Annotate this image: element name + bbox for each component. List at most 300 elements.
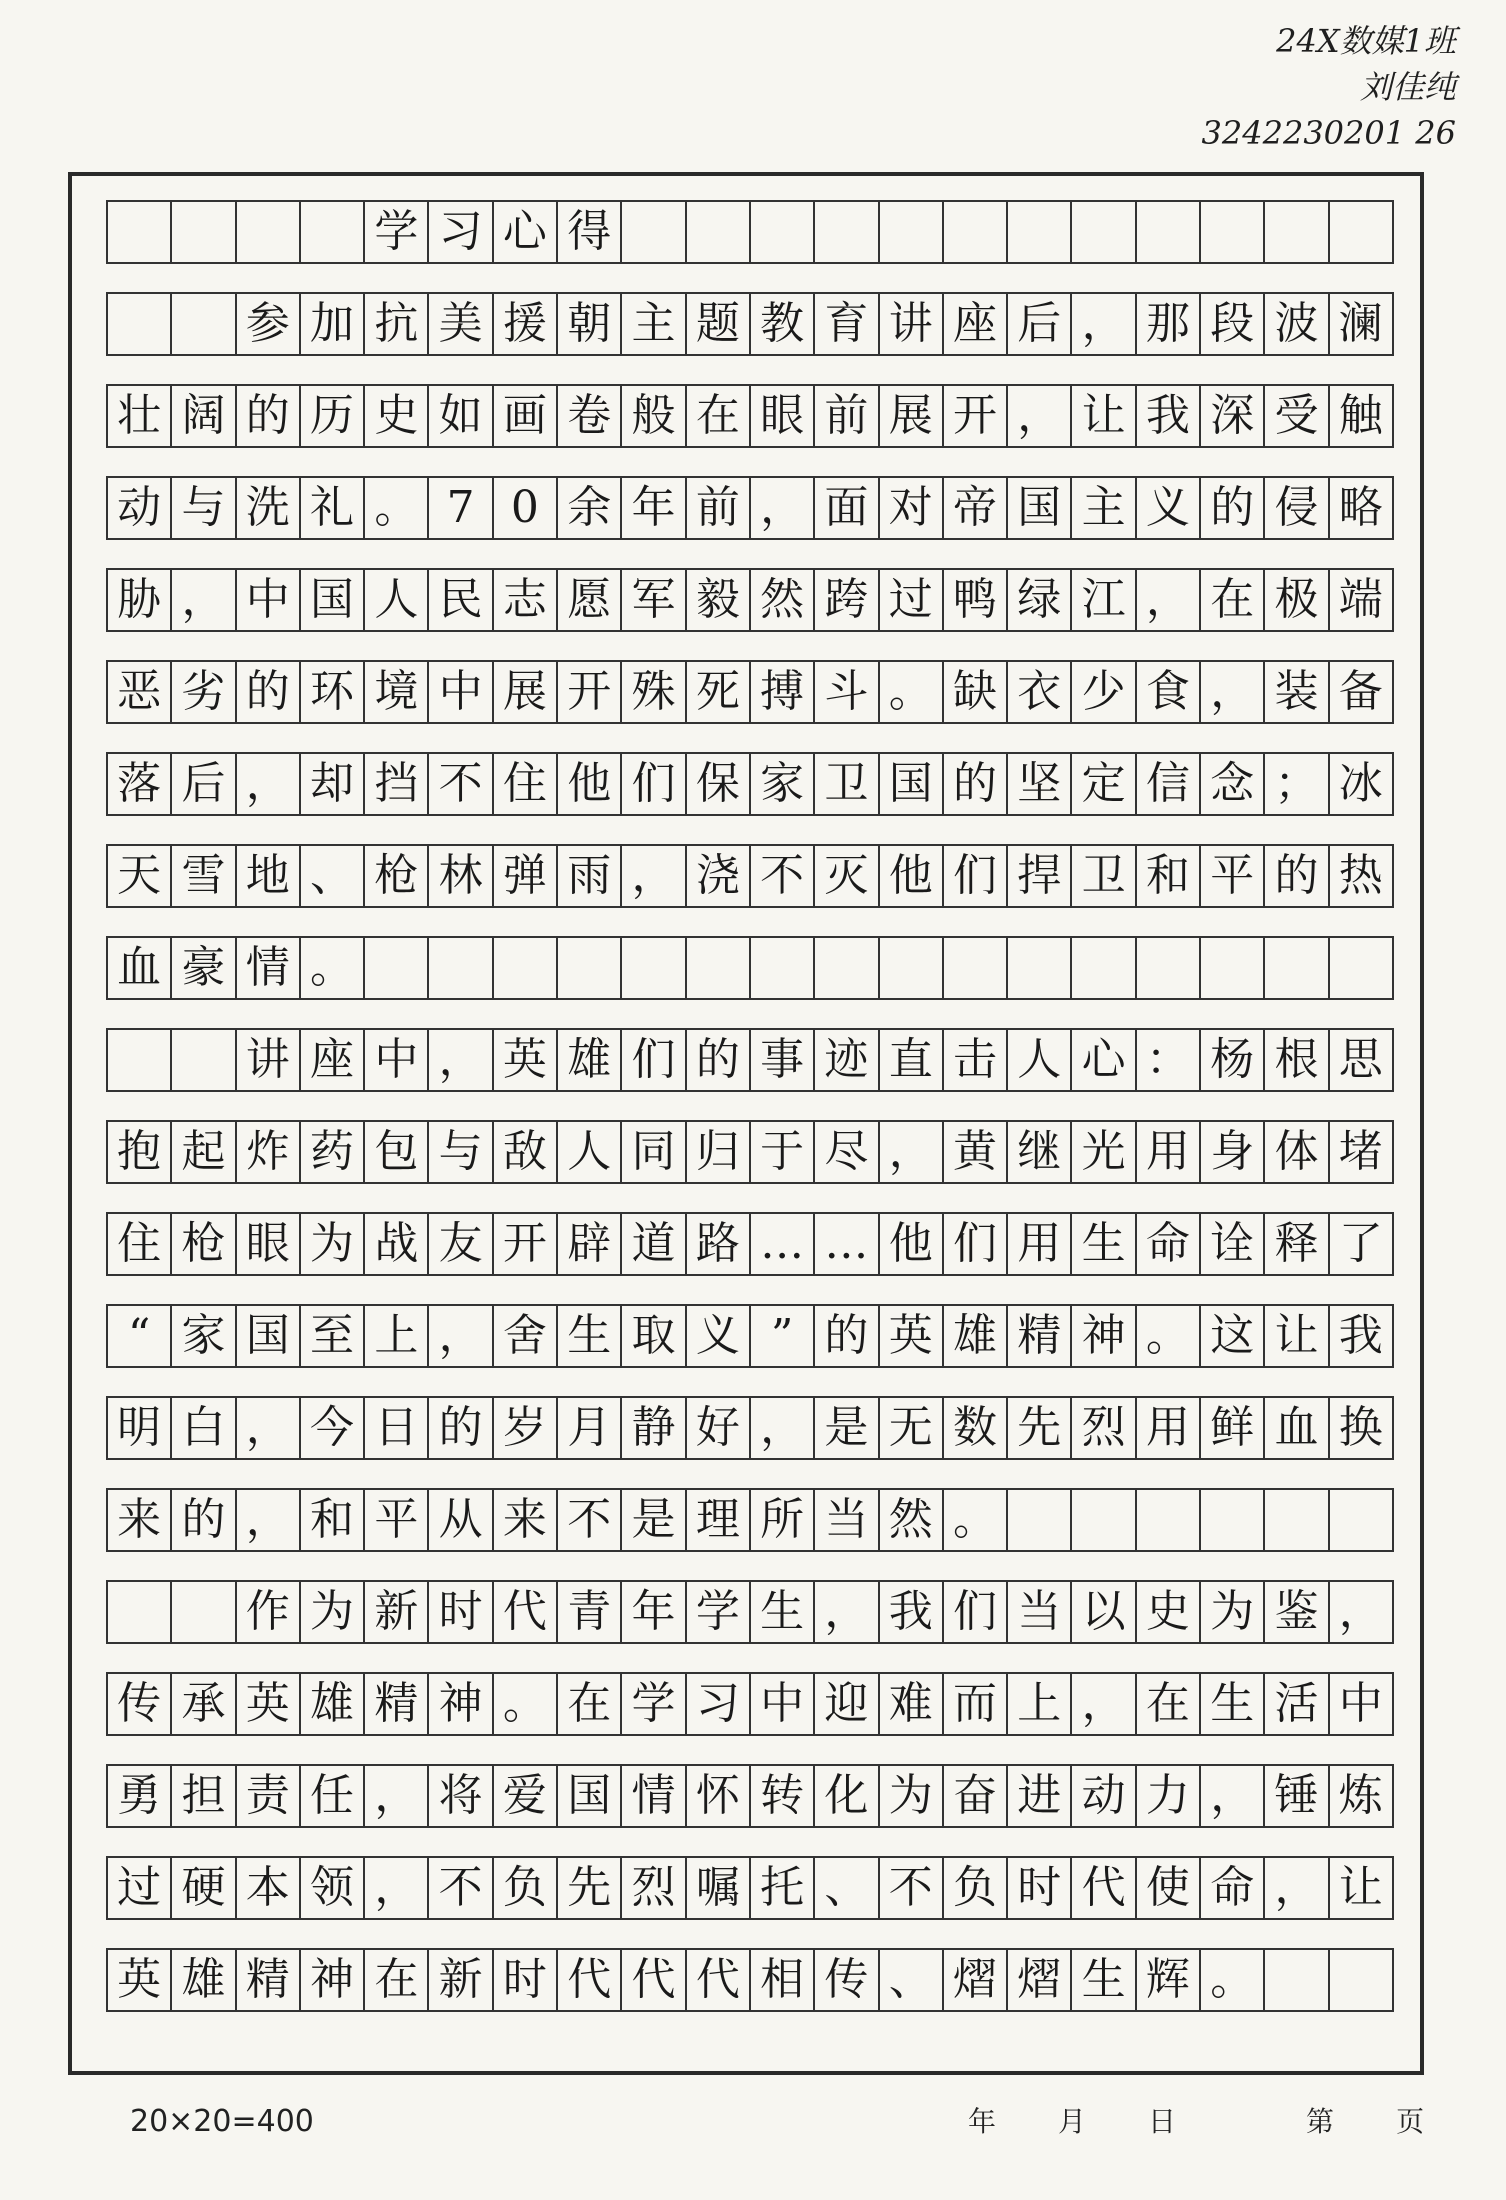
grid-cell: 然 [751, 570, 815, 630]
grid-cell: 国 [1008, 478, 1072, 538]
grid-cell: 。 [944, 1490, 1008, 1550]
grid-cell: 主 [1072, 478, 1136, 538]
grid-cell: 先 [558, 1858, 622, 1918]
grid-row [106, 1580, 1394, 1644]
grid-cell: 。 [365, 478, 429, 538]
grid-cell: 们 [622, 754, 686, 814]
grid-cell: 境 [365, 662, 429, 722]
grid-cell: 援 [494, 294, 558, 354]
grid-cell: 动 [108, 478, 172, 538]
grid-cell: 们 [622, 1030, 686, 1090]
grid-cell [1265, 938, 1329, 998]
grid-cell: 来 [108, 1490, 172, 1550]
grid-cell: 是 [622, 1490, 686, 1550]
grid-cell: 爱 [494, 1766, 558, 1826]
grid-cell: 座 [301, 1030, 365, 1090]
grid-cell: 进 [1008, 1766, 1072, 1826]
grid-row [106, 292, 1394, 356]
grid-cell: 这 [1201, 1306, 1265, 1366]
grid-cell: 斗 [815, 662, 879, 722]
grid-cell [108, 202, 172, 262]
grid-cell [1265, 202, 1329, 262]
grid-row [106, 1488, 1394, 1552]
grid-cell: 领 [301, 1858, 365, 1918]
grid-cell: 负 [494, 1858, 558, 1918]
grid-cell: 波 [1265, 294, 1329, 354]
grid-cell: 衣 [1008, 662, 1072, 722]
grid-cell [687, 202, 751, 262]
student-info [1156, 18, 1456, 156]
grid-cell: 无 [880, 1398, 944, 1458]
student-id: 3242230201 26 [1201, 114, 1456, 152]
grid-cell: 月 [558, 1398, 622, 1458]
grid-row [106, 844, 1394, 908]
grid-cell: 归 [687, 1122, 751, 1182]
footer-page: 页 [1396, 2105, 1425, 2138]
grid-cell: 毅 [687, 570, 751, 630]
grid-cell: 国 [880, 754, 944, 814]
grid-cell: 平 [1201, 846, 1265, 906]
grid-cell: 是 [815, 1398, 879, 1458]
grid-cell: 义 [1137, 478, 1201, 538]
grid-cell [1137, 938, 1201, 998]
grid-cell: ， [1338, 1586, 1383, 1637]
grid-cell: 与 [429, 1122, 493, 1182]
grid-cell: 辟 [558, 1214, 622, 1274]
grid-cell: 主 [622, 294, 686, 354]
grid-cell: 使 [1137, 1858, 1201, 1918]
grid-cell: 雄 [172, 1950, 236, 2010]
grid-cell: 不 [880, 1858, 944, 1918]
grid-cell: 先 [1008, 1398, 1072, 1458]
grid-cell: 上 [365, 1306, 429, 1366]
grid-row [106, 1856, 1394, 1920]
grid-cell: 那 [1137, 294, 1201, 354]
grid-cell: 时 [429, 1582, 493, 1642]
grid-cell: 历 [301, 386, 365, 446]
grid-cell: 讲 [237, 1030, 301, 1090]
grid-cell: 题 [687, 294, 751, 354]
grid-cell: 端 [1338, 574, 1383, 625]
grid-cell: 敌 [494, 1122, 558, 1182]
grid-cell: 年 [622, 478, 686, 538]
grid-cell [1265, 1950, 1329, 2010]
grid-cell: ， [1008, 386, 1072, 446]
grid-cell: 包 [365, 1122, 429, 1182]
grid-cell: 我 [880, 1582, 944, 1642]
grid-cell [1072, 202, 1136, 262]
grid-cell: 、 [301, 846, 365, 906]
grid-cell: 上 [1008, 1674, 1072, 1734]
grid-cell: 人 [1008, 1030, 1072, 1090]
grid-cell: 代 [558, 1950, 622, 2010]
grid-cell: 不 [558, 1490, 622, 1550]
grid-cell: 。 [1201, 1950, 1265, 2010]
grid-cell: 卫 [815, 754, 879, 814]
grid-cell [1137, 202, 1201, 262]
grid-cell: 后 [1008, 294, 1072, 354]
grid-cell: 侵 [1265, 478, 1329, 538]
grid-cell: 体 [1265, 1122, 1329, 1182]
grid-cell: 将 [429, 1766, 493, 1826]
grid-cell: 迎 [815, 1674, 879, 1734]
grid-cell: 卷 [558, 386, 622, 446]
grid-cell: ， [237, 1490, 301, 1550]
grid-cell [1265, 1490, 1329, 1550]
grid-cell: 抗 [365, 294, 429, 354]
grid-cell: 静 [622, 1398, 686, 1458]
grid-cell: 年 [622, 1582, 686, 1642]
grid-cell: 雨 [558, 846, 622, 906]
grid-cell [880, 938, 944, 998]
grid-cell [1008, 938, 1072, 998]
grid-cell: 灭 [815, 846, 879, 906]
grid-cell: 学 [365, 202, 429, 262]
grid-cell: 杨 [1201, 1030, 1265, 1090]
grid-cell: 烈 [622, 1858, 686, 1918]
grid-cell: 热 [1338, 850, 1383, 901]
grid-cell: 讲 [880, 294, 944, 354]
grid-cell: 天 [108, 846, 172, 906]
grid-cell: 神 [429, 1674, 493, 1734]
grid-cell [301, 202, 365, 262]
grid-cell: 展 [494, 662, 558, 722]
grid-cell: 转 [751, 1766, 815, 1826]
grid-cell: 负 [944, 1858, 1008, 1918]
grid-cell: 少 [1072, 662, 1136, 722]
grid-cell: 道 [622, 1214, 686, 1274]
grid-cell: 生 [558, 1306, 622, 1366]
grid-cell: 精 [365, 1674, 429, 1734]
grid-cell: 住 [108, 1214, 172, 1274]
grid-row [106, 568, 1394, 632]
grid-cell: 为 [880, 1766, 944, 1826]
grid-cell: 平 [365, 1490, 429, 1550]
grid-cell: 至 [301, 1306, 365, 1366]
grid-cell: 志 [494, 570, 558, 630]
grid-cell: ， [880, 1122, 944, 1182]
grid-cell: 怀 [687, 1766, 751, 1826]
grid-cell: 光 [1072, 1122, 1136, 1182]
class-label: 24X数媒1班 [1276, 22, 1456, 60]
grid-row [106, 1028, 1394, 1092]
grid-cell: 在 [558, 1674, 622, 1734]
grid-cell: 参 [237, 294, 301, 354]
grid-cell: 释 [1265, 1214, 1329, 1274]
grid-cell: 换 [1338, 1402, 1383, 1453]
grid-cell: 活 [1265, 1674, 1329, 1734]
grid-cell: 在 [1137, 1674, 1201, 1734]
grid-cell: 余 [558, 478, 622, 538]
grid-cell: 精 [1008, 1306, 1072, 1366]
grid-cell: 数 [944, 1398, 1008, 1458]
grid-cell: 地 [237, 846, 301, 906]
grid-cell: 思 [1338, 1034, 1383, 1085]
grid-cell [944, 938, 1008, 998]
grid-cell [815, 938, 879, 998]
grid-cell: 嘱 [687, 1858, 751, 1918]
grid-cell [1330, 938, 1392, 998]
grid-cell [751, 202, 815, 262]
grid-cell [1008, 1490, 1072, 1550]
grid-cell: 战 [365, 1214, 429, 1274]
grid-cell: ， [815, 1582, 879, 1642]
grid-cell: 而 [944, 1674, 1008, 1734]
grid-row [106, 752, 1394, 816]
grid-cell: 当 [815, 1490, 879, 1550]
grid-cell: 熠 [944, 1950, 1008, 2010]
footer-day: 日 [1148, 2105, 1177, 2138]
grid-cell: 药 [301, 1122, 365, 1182]
grid-cell: 从 [429, 1490, 493, 1550]
grid-cell [622, 938, 686, 998]
grid-cell: 神 [301, 1950, 365, 2010]
grid-row [106, 660, 1394, 724]
grid-row [106, 1948, 1394, 2012]
date-page-footer [968, 2100, 1424, 2140]
manuscript-sheet [68, 172, 1424, 2075]
grid-row [106, 384, 1394, 448]
grid-cell: 今 [301, 1398, 365, 1458]
grid-cell: ， [237, 1398, 301, 1458]
grid-cell: 让 [1338, 1862, 1383, 1913]
grid-cell: 用 [1137, 1398, 1201, 1458]
grid-cell: 跨 [815, 570, 879, 630]
grid-capacity: 20×20=400 [130, 2104, 314, 2139]
grid-cell: 中 [1338, 1678, 1383, 1729]
grid-cell: ， [751, 1398, 815, 1458]
grid-cell: 抱 [108, 1122, 172, 1182]
grid-cell: 们 [944, 1214, 1008, 1274]
grid-cell [815, 202, 879, 262]
grid-cell: 落 [108, 754, 172, 814]
grid-cell: 辉 [1137, 1950, 1201, 2010]
grid-cell: 托 [751, 1858, 815, 1918]
grid-cell: 面 [815, 478, 879, 538]
grid-cell: 代 [687, 1950, 751, 2010]
grid-cell: ， [365, 1766, 429, 1826]
grid-cell: 雄 [301, 1674, 365, 1734]
grid-cell: 胁 [108, 570, 172, 630]
grid-cell: 力 [1137, 1766, 1201, 1826]
grid-cell: 命 [1137, 1214, 1201, 1274]
grid-cell: 念 [1201, 754, 1265, 814]
grid-cell: 事 [751, 1030, 815, 1090]
grid-cell: 开 [494, 1214, 558, 1274]
grid-cell: 生 [1201, 1674, 1265, 1734]
grid-cell: 烈 [1072, 1398, 1136, 1458]
grid-cell: 来 [494, 1490, 558, 1550]
grid-cell: 英 [237, 1674, 301, 1734]
grid-cell: 生 [1072, 1214, 1136, 1274]
grid-cell: ， [751, 478, 815, 538]
grid-cell: 受 [1265, 386, 1329, 446]
grid-cell: ， [1265, 1858, 1329, 1918]
footer-month: 月 [1058, 2105, 1087, 2138]
grid-cell: 人 [365, 570, 429, 630]
grid-cell: 前 [815, 386, 879, 446]
grid-cell: 了 [1338, 1218, 1383, 1269]
grid-cell: 装 [1265, 662, 1329, 722]
grid-cell: 神 [1072, 1306, 1136, 1366]
grid-cell: 挡 [365, 754, 429, 814]
grid-cell: 新 [365, 1582, 429, 1642]
grid-cell: 的 [237, 386, 301, 446]
grid-cell: 英 [880, 1306, 944, 1366]
grid-cell: 心 [494, 202, 558, 262]
grid-cell: 他 [880, 846, 944, 906]
grid-row [106, 1396, 1394, 1460]
grid-cell: 以 [1072, 1582, 1136, 1642]
grid-cell: 国 [237, 1306, 301, 1366]
footer-di: 第 [1306, 2105, 1335, 2138]
grid-cell: 的 [237, 662, 301, 722]
grid-cell: 承 [172, 1674, 236, 1734]
grid-cell: 学 [622, 1674, 686, 1734]
grid-cell: 后 [172, 754, 236, 814]
grid-cell: 信 [1137, 754, 1201, 814]
grid-cell: 卫 [1072, 846, 1136, 906]
grid-cell: 枪 [365, 846, 429, 906]
grid-cell: 学 [687, 1582, 751, 1642]
grid-cell: 当 [1008, 1582, 1072, 1642]
grid-cell: 好 [687, 1398, 751, 1458]
grid-cell: 不 [429, 754, 493, 814]
grid-cell: 根 [1265, 1030, 1329, 1090]
grid-cell: ； [1265, 754, 1329, 814]
grid-cell: 的 [1201, 478, 1265, 538]
grid-cell: 诠 [1201, 1214, 1265, 1274]
grid-cell [1330, 1950, 1392, 2010]
grid-cell: … [751, 1214, 815, 1274]
grid-cell: 和 [1137, 846, 1201, 906]
grid-row [106, 1672, 1394, 1736]
grid-cell: 0 [494, 478, 558, 538]
grid-cell: 鲜 [1201, 1398, 1265, 1458]
grid-cell [172, 202, 236, 262]
grid-cell: 精 [237, 1950, 301, 2010]
student-name: 刘佳纯 [1359, 68, 1456, 106]
grid-cell: “ [108, 1306, 172, 1366]
grid-cell: 朝 [558, 294, 622, 354]
grid-cell [944, 202, 1008, 262]
grid-cell: 血 [1265, 1398, 1329, 1458]
grid-cell: 家 [172, 1306, 236, 1366]
grid-cell [1072, 1490, 1136, 1550]
grid-cell [1072, 938, 1136, 998]
grid-cell: 中 [237, 570, 301, 630]
grid-cell: 豪 [172, 938, 236, 998]
grid-cell: 责 [237, 1766, 301, 1826]
grid-cell: 友 [429, 1214, 493, 1274]
grid-cell: 的 [172, 1490, 236, 1550]
grid-cell: 义 [687, 1306, 751, 1366]
grid-cell: 血 [108, 938, 172, 998]
grid-cell [751, 938, 815, 998]
grid-cell: 史 [1137, 1582, 1201, 1642]
grid-cell: 军 [622, 570, 686, 630]
grid-cell: 过 [108, 1858, 172, 1918]
grid-cell: 礼 [301, 478, 365, 538]
grid-cell [1330, 202, 1392, 262]
grid-cell: 死 [687, 662, 751, 722]
grid-cell: 住 [494, 754, 558, 814]
grid-cell: 命 [1201, 1858, 1265, 1918]
grid-cell: 生 [1072, 1950, 1136, 2010]
grid-cell: 前 [687, 478, 751, 538]
grid-cell: 国 [301, 570, 365, 630]
grid-row [106, 1212, 1394, 1276]
grid-cell: 情 [622, 1766, 686, 1826]
grid-cell [172, 1030, 236, 1090]
grid-cell: 帝 [944, 478, 1008, 538]
grid-cell: 家 [751, 754, 815, 814]
grid-cell: 们 [944, 1582, 1008, 1642]
grid-cell: 加 [301, 294, 365, 354]
grid-cell: 鉴 [1265, 1582, 1329, 1642]
grid-cell: 枪 [172, 1214, 236, 1274]
grid-cell: 弹 [494, 846, 558, 906]
grid-row [106, 1304, 1394, 1368]
grid-cell: 青 [558, 1582, 622, 1642]
grid-cell: 的 [687, 1030, 751, 1090]
grid-cell: 人 [558, 1122, 622, 1182]
grid-cell: 在 [365, 1950, 429, 2010]
grid-cell [172, 1582, 236, 1642]
grid-cell: ， [365, 1858, 429, 1918]
grid-cell: 然 [880, 1490, 944, 1550]
grid-cell: 眼 [237, 1214, 301, 1274]
grid-cell: ， [429, 1306, 493, 1366]
grid-cell: 开 [558, 662, 622, 722]
grid-cell: 中 [751, 1674, 815, 1734]
grid-cell: 食 [1137, 662, 1201, 722]
grid-cell: ， [429, 1030, 493, 1090]
grid-cell: 堵 [1338, 1126, 1383, 1177]
grid-cell: 、 [815, 1858, 879, 1918]
grid-cell: 。 [1137, 1306, 1201, 1366]
grid-cell: 任 [301, 1766, 365, 1826]
grid-cell: 于 [751, 1122, 815, 1182]
grid-cell: 的 [1265, 846, 1329, 906]
grid-cell: 硬 [172, 1858, 236, 1918]
grid-cell: 、 [880, 1950, 944, 2010]
grid-cell: 绿 [1008, 570, 1072, 630]
grid-cell [558, 938, 622, 998]
grid-cell: 的 [429, 1398, 493, 1458]
grid-cell: 中 [429, 662, 493, 722]
grid-cell [365, 938, 429, 998]
grid-cell [1137, 1490, 1201, 1550]
grid-cell: 林 [429, 846, 493, 906]
grid-cell: 为 [301, 1214, 365, 1274]
grid-cell: 代 [622, 1950, 686, 2010]
grid-cell: 缺 [944, 662, 1008, 722]
grid-cell: 雪 [172, 846, 236, 906]
grid-cell: 过 [880, 570, 944, 630]
grid-cell: 英 [108, 1950, 172, 2010]
grid-cell: 鸭 [944, 570, 1008, 630]
grid-cell [1008, 202, 1072, 262]
grid-cell: 得 [558, 202, 622, 262]
grid-cell: 座 [944, 294, 1008, 354]
grid-cell: 国 [558, 1766, 622, 1826]
grid-cell: ， [1072, 1674, 1136, 1734]
grid-cell: 习 [687, 1674, 751, 1734]
grid-cell [1201, 202, 1265, 262]
grid-cell: 本 [237, 1858, 301, 1918]
grid-cell: 理 [687, 1490, 751, 1550]
